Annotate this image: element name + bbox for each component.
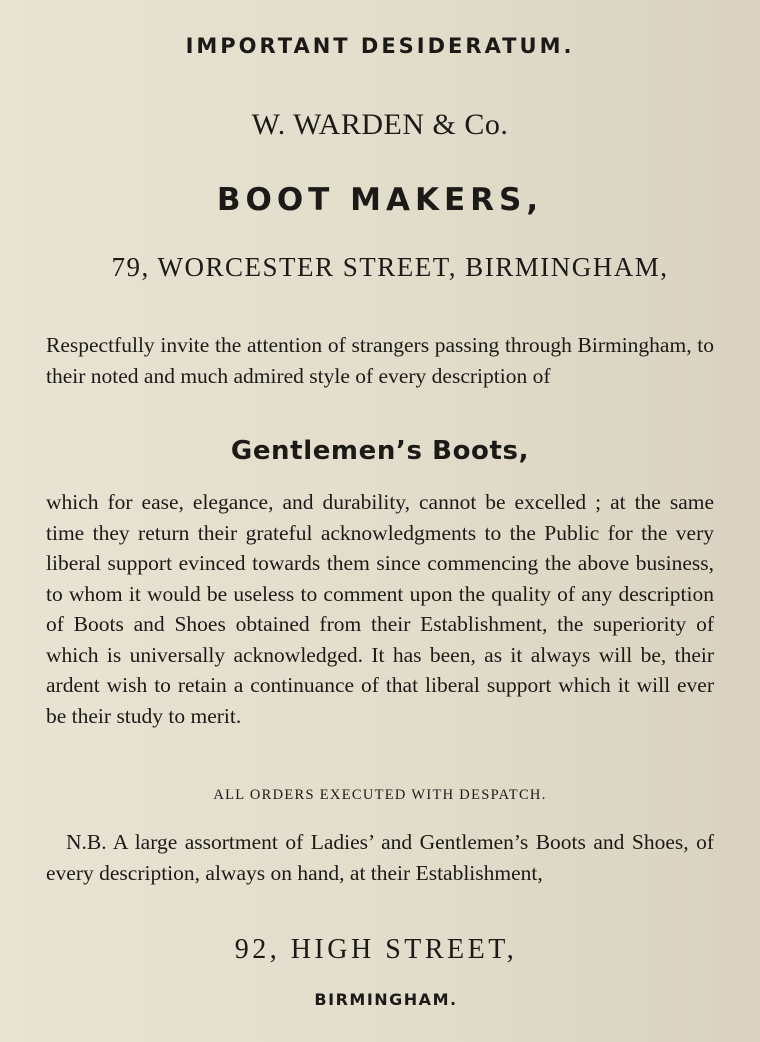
nb-paragraph: N.B. A large assortment of Ladies’ and Gentlemen’s Boots and Shoes, of every description, always on hand, at their Establishment,	[46, 830, 714, 885]
body-paragraph: which for ease, elegance, and durability, cannot be excelled ; at the same time they return their grateful acknowledgments to the Public for the very liberal support evinced towards them since commencing the above business, to whom it would be useless to comment upon the quality of any description of Boots and Shoes obtained from their Establishment, the superiority of which is universally acknowledged. It has been, as it always will be, their ardent wish to retain a continuance of that liberal support which it will ever be their study to merit.	[46, 490, 714, 728]
page-heading: IMPORTANT DESIDERATUM.	[185, 34, 575, 58]
intro-paragraph: Respectfully invite the attention of strangers passing through Birmingham, to their noted and much admired style of every description of	[46, 333, 714, 388]
trade-title: BOOT MAKERS,	[216, 182, 544, 218]
second-address: 92, HIGH STREET,	[234, 934, 518, 965]
product-heading: Gentlemen’s Boots,	[230, 436, 530, 466]
shop-address: 79, WORCESTER STREET, BIRMINGHAM,	[111, 252, 669, 282]
orders-note: ALL ORDERS EXECUTED WITH DESPATCH.	[213, 787, 547, 803]
city-name: BIRMINGHAM.	[314, 990, 458, 1009]
firm-name: W. WARDEN & Co.	[251, 108, 509, 141]
